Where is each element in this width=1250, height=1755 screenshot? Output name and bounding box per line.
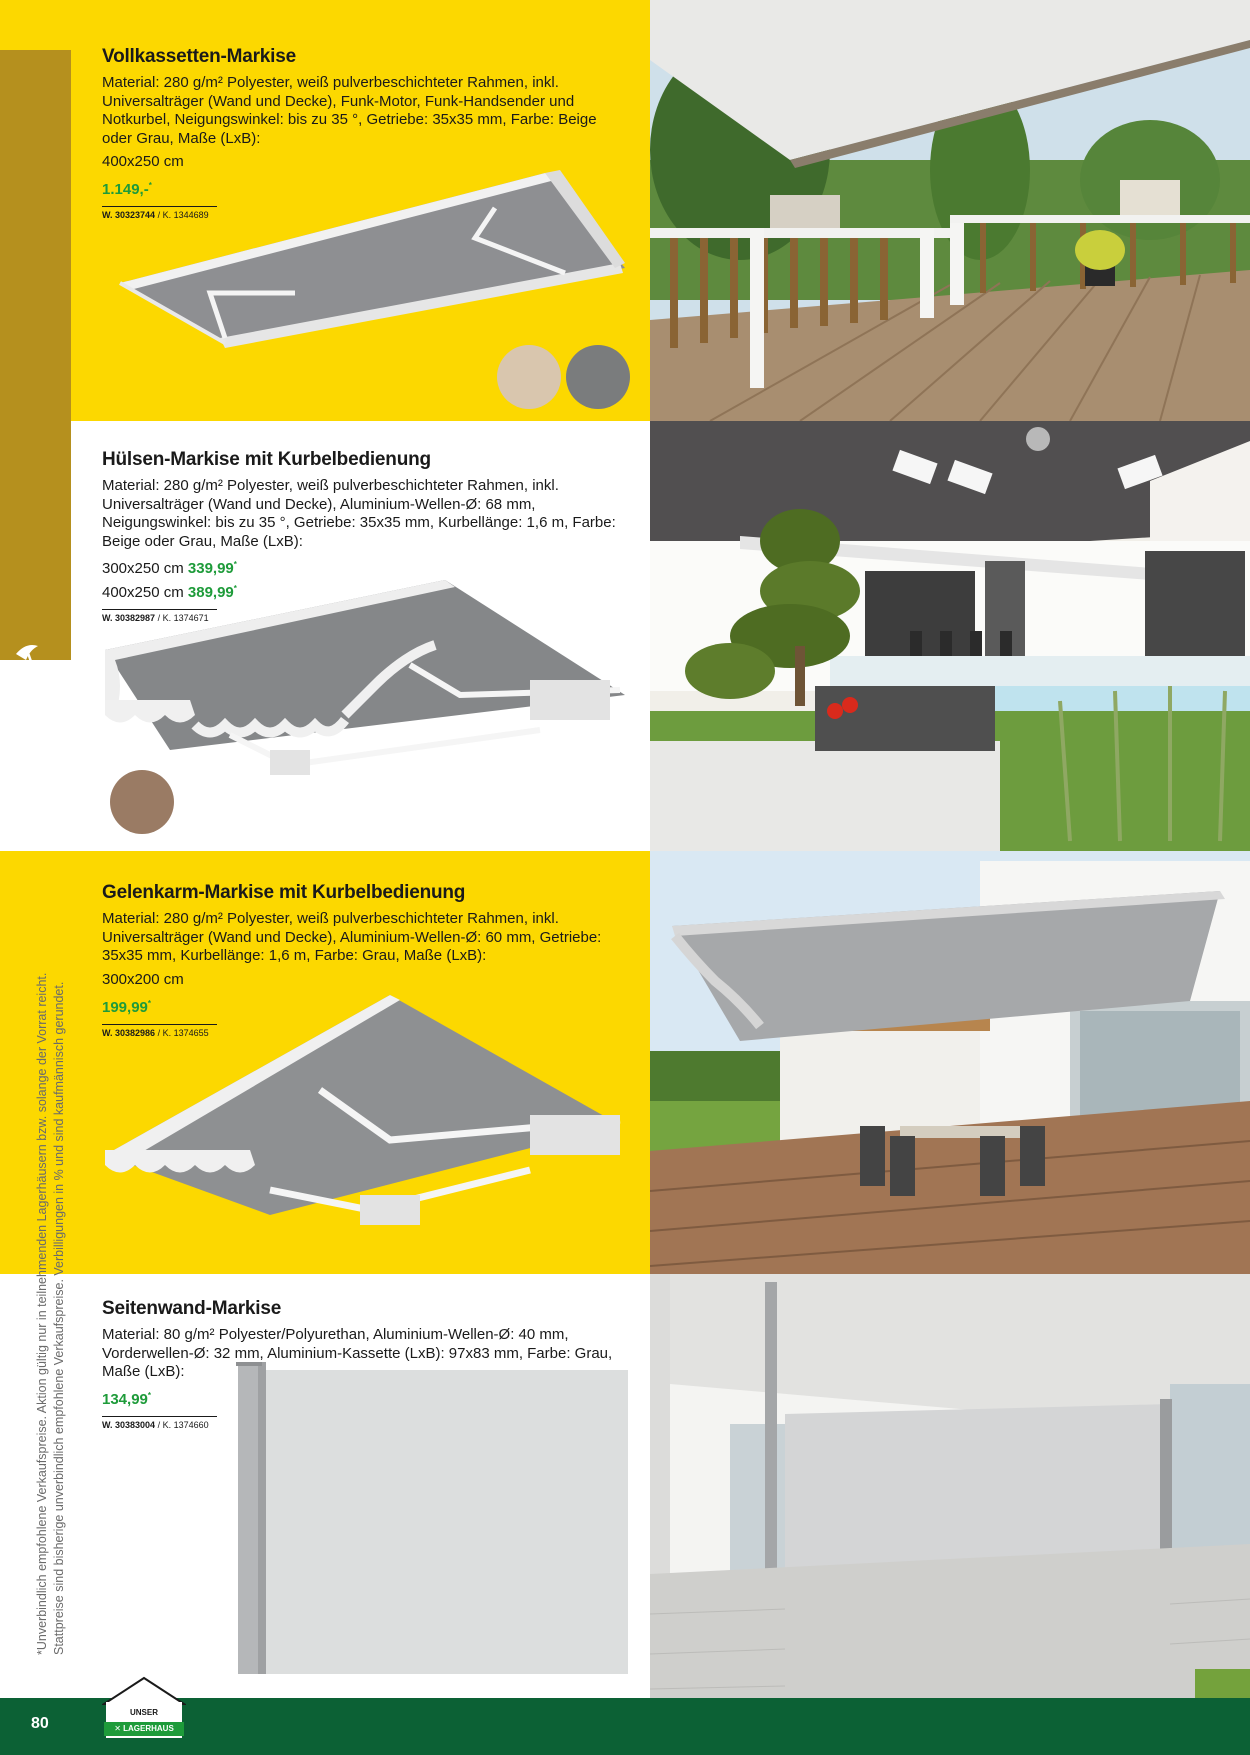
page-footer — [0, 1698, 1250, 1755]
price-asterisk: * — [233, 560, 237, 569]
article-k: / K. 1374655 — [157, 1027, 209, 1038]
price-asterisk: * — [147, 1390, 152, 1400]
product-price: 134,99 — [102, 1390, 148, 1408]
garden-lounger-umbrella-icon — [12, 640, 58, 690]
house-photo-sleeve-awning — [650, 421, 1250, 851]
terrace-photo-cassette-awning — [650, 0, 1250, 421]
variant-size: 300x250 cm — [102, 560, 184, 577]
variant-price: 389,99 — [187, 584, 234, 601]
page-number: 80 — [31, 1715, 49, 1732]
price-asterisk: * — [233, 584, 237, 593]
product-size: 400x250 cm — [102, 153, 184, 170]
logo-word-unser: UNSER — [129, 1708, 158, 1717]
article-w: W. 30382986 — [102, 1027, 156, 1038]
cassette-awning-product-image — [115, 168, 625, 353]
product-title: Hülsen-Markise mit Kurbelbedienung — [102, 449, 431, 470]
product-title: Vollkassetten-Markise — [102, 46, 296, 67]
patio-photo-side-wall-awning — [650, 1274, 1250, 1698]
product-size: 300x200 cm — [102, 970, 184, 988]
footnote-line-2: Stattpreise sind bisherige unverbindlich empfohlene Verkaufspreise. Verbilligungen in % und sind kaufmännisch gerundet. — [52, 981, 66, 1655]
product-description: Material: 280 g/m² Polyester, weiß pulverbeschichteter Rahmen, inkl. Universalträger (Wand und Decke), Funk-Motor, Funk-Handsender und Notkurbel, Neigungswinkel: bis zu 35 °, Getriebe: 35x35 mm, Farbe: Beige oder Grau, Maße (LxB): — [102, 74, 597, 147]
logo-word-lagerhaus: ✕ LAGERHAUS — [104, 1722, 184, 1736]
price-asterisk: * — [148, 181, 152, 190]
villa-photo-articulated-awning — [650, 851, 1250, 1274]
article-number — [102, 1416, 217, 1430]
product-title: Seitenwand-Markise — [102, 1298, 282, 1319]
product-description: Material: 280 g/m² Polyester, weiß pulverbeschichteter Rahmen, inkl. Universalträger (Wand und Decke), Aluminium-Wellen-Ø: 68 mm, Neigungswinkel: bis zu 35 °, Getriebe: 35x35 mm, Kurbellänge: 1,6 m, Farbe: Beige oder Grau, Maße (LxB): — [102, 477, 616, 550]
article-w: W. 30382987 — [102, 613, 156, 623]
product-price: 1.149,- — [102, 181, 149, 198]
product-description: Material: 280 g/m² Polyester, weiß pulverbeschichteter Rahmen, inkl. Universalträger (Wand und Decke), Aluminium-Wellen-Ø: 60 mm, Getriebe: 35x35 mm, Kurbellänge: 1,6 m, Farbe: Grau, Maße (LxB): — [102, 910, 602, 964]
article-w: W. 30383004 — [102, 1419, 156, 1430]
article-k: / K. 1374671 — [157, 613, 209, 623]
article-k: / K. 1374660 — [157, 1419, 209, 1430]
lagerhaus-logo[interactable] — [102, 1676, 186, 1742]
color-swatch-brown[interactable] — [110, 770, 174, 834]
color-swatch-beige[interactable] — [497, 345, 561, 409]
price-footnote — [34, 955, 68, 1655]
sleeve-awning-product-image — [100, 575, 630, 780]
product-title: Gelenkarm-Markise mit Kurbelbedienung — [102, 882, 466, 903]
color-swatch-grey[interactable] — [566, 345, 630, 409]
variant-price: 339,99 — [187, 560, 234, 577]
product-price: 199,99 — [102, 998, 148, 1016]
article-k: / K. 1344689 — [157, 210, 209, 220]
variant-size: 400x250 cm — [102, 584, 184, 601]
footnote-line-1: *Unverbindlich empfohlene Verkaufspreise. Aktion gültig nur in teilnehmenden Lagerhäusern bzw. solange der Vorrat reicht. — [35, 972, 49, 1655]
article-w: W. 30323744 — [102, 210, 156, 220]
product-description: Material: 80 g/m² Polyester/Polyurethan, Aluminium-Wellen-Ø: 40 mm, Vorderwellen-Ø: 32 mm, Aluminium-Kassette (LxB): 97x83 mm, Farbe: Grau, Maße (LxB): — [102, 1326, 613, 1380]
category-tab[interactable] — [0, 50, 71, 660]
articulated-arm-awning-product-image — [100, 990, 635, 1230]
price-asterisk: * — [147, 998, 152, 1008]
side-wall-awning-product-image — [236, 1362, 631, 1677]
